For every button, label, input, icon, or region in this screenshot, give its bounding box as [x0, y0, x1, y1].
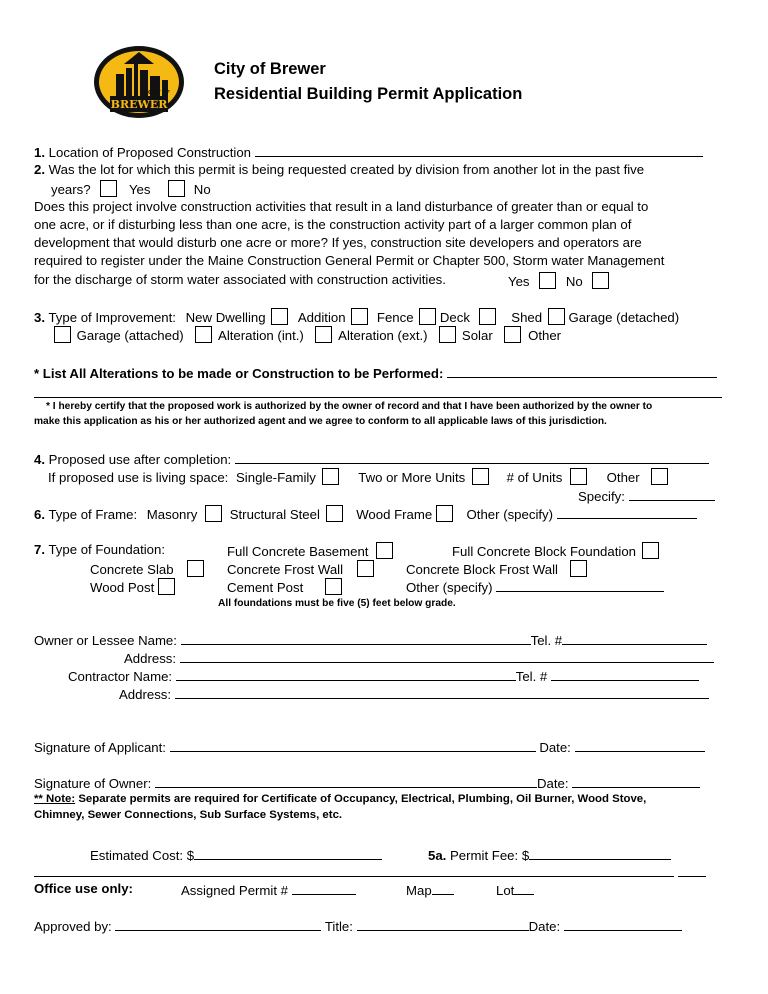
frame-other-label: Other (specify)	[466, 507, 554, 522]
permits-note-line-1	[34, 793, 646, 805]
assigned-permit-field[interactable]	[292, 881, 356, 895]
garage-detached-checkbox[interactable]	[54, 326, 71, 343]
q4-row	[34, 450, 709, 467]
approved-by-label: Approved by:	[34, 919, 112, 934]
applicant-date-label: Date:	[539, 740, 571, 755]
note-label: ** Note:	[34, 793, 76, 805]
alterations-line-2[interactable]	[34, 397, 722, 398]
fence-checkbox[interactable]	[419, 308, 436, 325]
foundation-other-field[interactable]	[496, 578, 664, 592]
permits-note-line-2: Chimney, Sewer Connections, Sub Surface Systems, etc.	[34, 809, 343, 821]
wood-post-option	[90, 578, 175, 595]
q1-number: 1.	[34, 145, 45, 160]
full-block-checkbox[interactable]	[642, 542, 659, 559]
owner-date-field[interactable]	[572, 774, 700, 788]
other-improvement-label: Other	[528, 328, 562, 343]
q3-row-1	[34, 308, 679, 325]
owner-signature-field[interactable]	[155, 774, 537, 788]
certify-line-1: * I hereby certify that the proposed work is authorized by the owner of record and that I have been authorized by the owner to	[46, 401, 653, 412]
contractor-row	[68, 667, 699, 684]
applicant-signature-label: Signature of Applicant:	[34, 740, 166, 755]
q2-yes-label: Yes	[128, 182, 151, 197]
living-space-row	[48, 468, 668, 485]
applicant-signature-row	[34, 738, 705, 755]
q2-yes-checkbox[interactable]	[100, 180, 117, 197]
permit-fee-field[interactable]	[529, 846, 671, 860]
wood-post-checkbox[interactable]	[158, 578, 175, 595]
q4-label: Proposed use after completion:	[48, 452, 232, 467]
block-frost-checkbox[interactable]	[570, 560, 587, 577]
specify-row	[578, 487, 715, 504]
multi-unit-checkbox[interactable]	[472, 468, 489, 485]
full-basement-checkbox[interactable]	[376, 542, 393, 559]
stormwater-line-4: required to register under the Maine Construction General Permit or Chapter 500, Storm water Management	[34, 253, 665, 268]
shed-checkbox[interactable]	[548, 308, 565, 325]
block-frost-label: Concrete Block Frost Wall	[406, 562, 558, 577]
contractor-tel-label: Tel. #	[515, 669, 548, 684]
contractor-address-field[interactable]	[175, 685, 709, 699]
applicant-signature-field[interactable]	[170, 738, 536, 752]
slab-checkbox[interactable]	[187, 560, 204, 577]
slab-option	[90, 560, 204, 577]
map-field[interactable]	[432, 881, 454, 895]
q2-years-label: years?	[51, 182, 91, 197]
cement-post-label: Cement Post	[227, 580, 304, 595]
full-block-option	[452, 542, 659, 559]
wood-frame-label: Wood Frame	[356, 507, 433, 522]
owner-address-field[interactable]	[180, 649, 714, 663]
approval-date-label: Date:	[528, 919, 561, 934]
q4-number: 4.	[34, 452, 45, 467]
new-dwelling-checkbox[interactable]	[271, 308, 288, 325]
estimated-cost-field[interactable]	[194, 846, 382, 860]
owner-address-row	[124, 649, 714, 666]
frost-wall-label: Concrete Frost Wall	[227, 562, 344, 577]
note-text-1: Separate permits are required for Certificate of Occupancy, Electrical, Plumbing, Oil Burner, Wood Stove,	[78, 793, 647, 805]
owner-address-label: Address:	[124, 651, 177, 666]
units-checkbox[interactable]	[570, 468, 587, 485]
office-use-label: Office use only:	[34, 881, 133, 896]
foundation-other-label: Other (specify)	[406, 580, 493, 595]
alteration-ext-checkbox[interactable]	[439, 326, 456, 343]
frost-wall-option	[227, 560, 374, 577]
estimated-cost-row	[90, 846, 382, 863]
specify-label: Specify:	[578, 489, 625, 504]
stormwater-line-1: Does this project involve construction activities that result in a land disturbance of greater than or equal to	[34, 199, 649, 214]
contractor-name-field[interactable]	[176, 667, 516, 681]
owner-date-label: Date:	[536, 776, 569, 791]
q2-answer-row	[51, 180, 211, 197]
approval-row	[34, 917, 682, 934]
alterations-field[interactable]	[447, 364, 717, 378]
units-label: # of Units	[506, 470, 563, 485]
alterations-row	[34, 364, 717, 381]
structural-steel-label: Structural Steel	[229, 507, 320, 522]
stormwater-line-2: one acre, or if disturbing less than one acre, is the construction activity part of a larger common plan of	[34, 217, 632, 232]
city-name: City of Brewer	[214, 60, 326, 78]
q7-number: 7.	[34, 542, 45, 557]
single-family-checkbox[interactable]	[322, 468, 339, 485]
wood-frame-checkbox[interactable]	[436, 505, 453, 522]
garage-attached-label: Garage (attached)	[76, 328, 184, 343]
foundation-note: All foundations must be five (5) feet below grade.	[218, 598, 456, 609]
foundation-other-option	[406, 578, 664, 595]
lot-row	[496, 881, 534, 898]
owner-tel-field[interactable]	[562, 631, 707, 645]
q1-label: Location of Proposed Construction	[48, 145, 252, 160]
stormwater-no-label: No	[565, 274, 583, 289]
owner-name-field[interactable]	[181, 631, 531, 645]
proposed-use-field[interactable]	[235, 450, 709, 464]
garage-detached-label: Garage (detached)	[568, 310, 680, 325]
frost-wall-checkbox[interactable]	[357, 560, 374, 577]
q2-row	[34, 162, 644, 177]
q3-label: Type of Improvement:	[48, 310, 176, 325]
stormwater-answer	[508, 272, 609, 289]
addition-label: Addition	[297, 310, 346, 325]
certify-line-2: make this application as his or her authorized agent and we agree to conform to all applicable laws of this jurisdiction.	[34, 416, 607, 427]
multi-unit-label: Two or More Units	[358, 470, 466, 485]
frame-other-field[interactable]	[557, 505, 697, 519]
q6-row	[34, 505, 697, 522]
other-use-checkbox[interactable]	[651, 468, 668, 485]
stormwater-yes-checkbox[interactable]	[539, 272, 556, 289]
cement-post-option	[227, 578, 342, 595]
owner-signature-label: Signature of Owner:	[34, 776, 152, 791]
deck-label: Deck	[439, 310, 470, 325]
alteration-int-checkbox[interactable]	[315, 326, 332, 343]
assigned-permit-label: Assigned Permit #	[181, 883, 289, 898]
approval-title-label: Title:	[324, 919, 353, 934]
structural-steel-checkbox[interactable]	[326, 505, 343, 522]
stormwater-no-checkbox[interactable]	[592, 272, 609, 289]
stormwater-line-5: for the discharge of storm water associated with construction activities.	[34, 272, 446, 287]
fence-label: Fence	[376, 310, 414, 325]
owner-row	[34, 631, 707, 648]
shed-label: Shed	[511, 310, 543, 325]
q7-label: Type of Foundation:	[48, 542, 166, 557]
other-use-label: Other	[606, 470, 640, 485]
solar-checkbox[interactable]	[504, 326, 521, 343]
full-basement-label: Full Concrete Basement	[227, 544, 369, 559]
location-field[interactable]	[255, 143, 703, 157]
alteration-int-label: Alteration (int.)	[218, 328, 304, 343]
q2-number: 2.	[34, 162, 45, 177]
masonry-label: Masonry	[146, 507, 198, 522]
single-family-label: Single-Family	[236, 470, 316, 485]
specify-field[interactable]	[629, 487, 715, 501]
contractor-tel-field[interactable]	[551, 667, 699, 681]
new-dwelling-label: New Dwelling	[185, 310, 266, 325]
q3-row-2	[54, 326, 561, 343]
owner-tel-label: Tel. #	[530, 633, 563, 648]
owner-name-label: Owner or Lessee Name:	[34, 633, 177, 648]
q2-no-label: No	[193, 182, 211, 197]
q6-number: 6.	[34, 507, 45, 522]
stormwater-yes-label: Yes	[508, 274, 530, 289]
owner-signature-row	[34, 774, 700, 791]
q7-label-row	[34, 542, 165, 557]
addition-checkbox[interactable]	[351, 308, 368, 325]
q1-row	[34, 143, 703, 160]
contractor-name-label: Contractor Name:	[68, 669, 173, 684]
lot-label: Lot	[496, 883, 515, 898]
city-seal-logo	[92, 44, 186, 120]
permit-fee-number: 5a.	[428, 848, 447, 863]
lot-field[interactable]	[514, 881, 534, 895]
block-frost-option	[406, 560, 587, 577]
slab-label: Concrete Slab	[90, 562, 174, 577]
wood-post-label: Wood Post	[90, 580, 155, 595]
applicant-date-field[interactable]	[575, 738, 705, 752]
logo-bottom-text: BREWER	[110, 98, 168, 111]
alterations-label: * List All Alterations to be made or Construction to be Performed:	[34, 366, 444, 381]
cement-post-checkbox[interactable]	[325, 578, 342, 595]
deck-checkbox[interactable]	[479, 308, 496, 325]
map-label: Map	[406, 883, 432, 898]
divider-line-end	[678, 876, 706, 877]
logo-top-text: CITY OF	[148, 90, 170, 96]
approval-date-field[interactable]	[564, 917, 682, 931]
contractor-address-row	[119, 685, 709, 702]
map-row	[406, 881, 454, 898]
permit-fee-row	[428, 846, 671, 863]
full-basement-option	[227, 542, 393, 559]
assigned-permit-row	[181, 881, 356, 898]
q3-number: 3.	[34, 310, 45, 325]
approval-title-field[interactable]	[357, 917, 529, 931]
contractor-address-label: Address:	[119, 687, 172, 702]
alteration-ext-label: Alteration (ext.)	[338, 328, 428, 343]
full-block-label: Full Concrete Block Foundation	[452, 544, 636, 559]
approved-by-field[interactable]	[115, 917, 321, 931]
masonry-checkbox[interactable]	[205, 505, 222, 522]
form-title: Residential Building Permit Application	[214, 85, 523, 103]
garage-attached-checkbox[interactable]	[195, 326, 212, 343]
living-space-label: If proposed use is living space:	[48, 470, 229, 485]
divider-line	[34, 876, 674, 877]
q2-text: Was the lot for which this permit is being requested created by division from another lot in the past five	[48, 162, 645, 177]
permit-fee-label: Permit Fee: $	[450, 848, 530, 863]
solar-label: Solar	[461, 328, 493, 343]
q2-no-checkbox[interactable]	[168, 180, 185, 197]
q6-label: Type of Frame:	[48, 507, 138, 522]
estimated-cost-label: Estimated Cost: $	[90, 848, 195, 863]
stormwater-line-3: development that would disturb one acre or more? If yes, construction site developers and operators are	[34, 235, 642, 250]
